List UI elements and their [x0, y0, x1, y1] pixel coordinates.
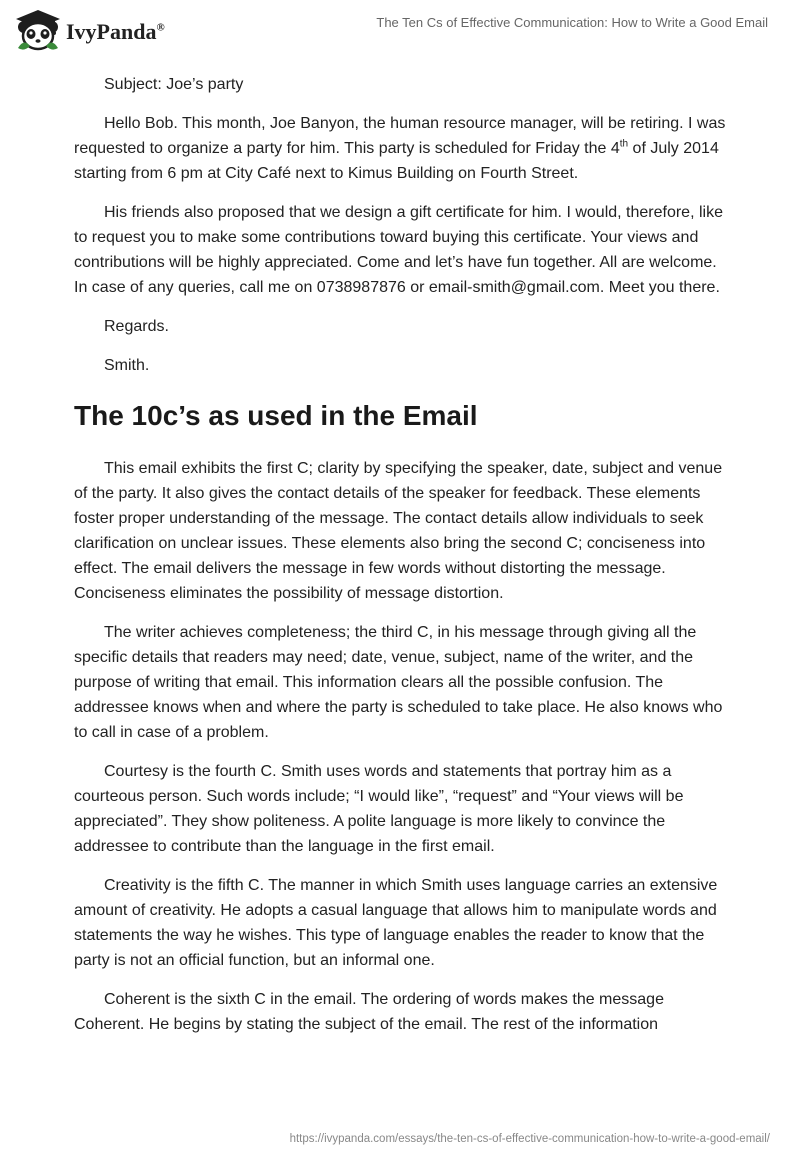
email-regards: Regards.: [104, 318, 169, 335]
email-signature: Smith.: [104, 357, 150, 374]
email-paragraph-2: His friends also proposed that we design a gift certificate for him. I would, therefore, like to request you to make some contributions toward buying this certificate. Your views and contributions will be highly appreciated. Come and let’s have fun together. All are welcome. In case of any queries, call me on 0738987876 or email-smith@gmail.com. Meet you there.: [74, 204, 723, 296]
essay-body: [74, 72, 726, 1037]
body-paragraph: This email exhibits the first C; clarity by specifying the speaker, date, subject and venue of the party. It also gives the contact details of the speaker for feedback. These elements foster proper understanding of the message. The contact details allow individuals to seek clarification on unclear issues. These elements also bring the second C; conciseness into effect. The email delivers the message in few words without distorting the message. Conciseness eliminates the possibility of message distortion.: [74, 460, 723, 602]
body-paragraph: The writer achieves completeness; the third C, in his message through giving all the specific details that readers may need; date, venue, subject, name of the writer, and the purpose of writing that email. This information clears all the possible confusion. The addressee knows when and where the party is scheduled to take place. He also knows who to call in case of a problem.: [74, 624, 723, 741]
registered-mark: ®: [156, 21, 165, 34]
email-subject: Subject: Joe’s party: [104, 76, 244, 93]
document-title: The Ten Cs of Effective Communication: How to Write a Good Email: [376, 15, 768, 30]
brand-name: IvyPanda®: [66, 19, 165, 44]
section-heading: The 10c’s as used in the Email: [74, 400, 478, 431]
ivypanda-logo[interactable]: [14, 8, 165, 52]
source-url[interactable]: https://ivypanda.com/essays/the-ten-cs-of-effective-communication-how-to-write-a-good-email/: [289, 1133, 770, 1145]
email-paragraph-1: Hello Bob. This month, Joe Banyon, the human resource manager, will be retiring. I was requested to organize a party for him. This party is scheduled for Friday the 4th of July 2014 starting from 6 pm at City Café next to Kimus Building on Fourth Street.: [74, 115, 726, 182]
page-header: [0, 0, 800, 60]
body-paragraph: Creativity is the fifth C. The manner in which Smith uses language carries an extensive amount of creativity. He adopts a casual language that allows him to manipulate words and statements the way he wishes. This type of language enables the reader to know that the party is not an official function, but an informal one.: [74, 877, 718, 969]
body-paragraph: Courtesy is the fourth C. Smith uses words and statements that portray him as a courteous person. Such words include; “I would like”, “request” and “Your views will be appreciated”. They show politeness. A polite language is more likely to convince the addressee to contribute than the language in the first email.: [74, 763, 684, 855]
body-paragraph: Coherent is the sixth C in the email. The ordering of words makes the message Coherent. He begins by stating the subject of the email. The rest of the information: [74, 991, 664, 1033]
panda-graduate-icon: [14, 8, 62, 52]
